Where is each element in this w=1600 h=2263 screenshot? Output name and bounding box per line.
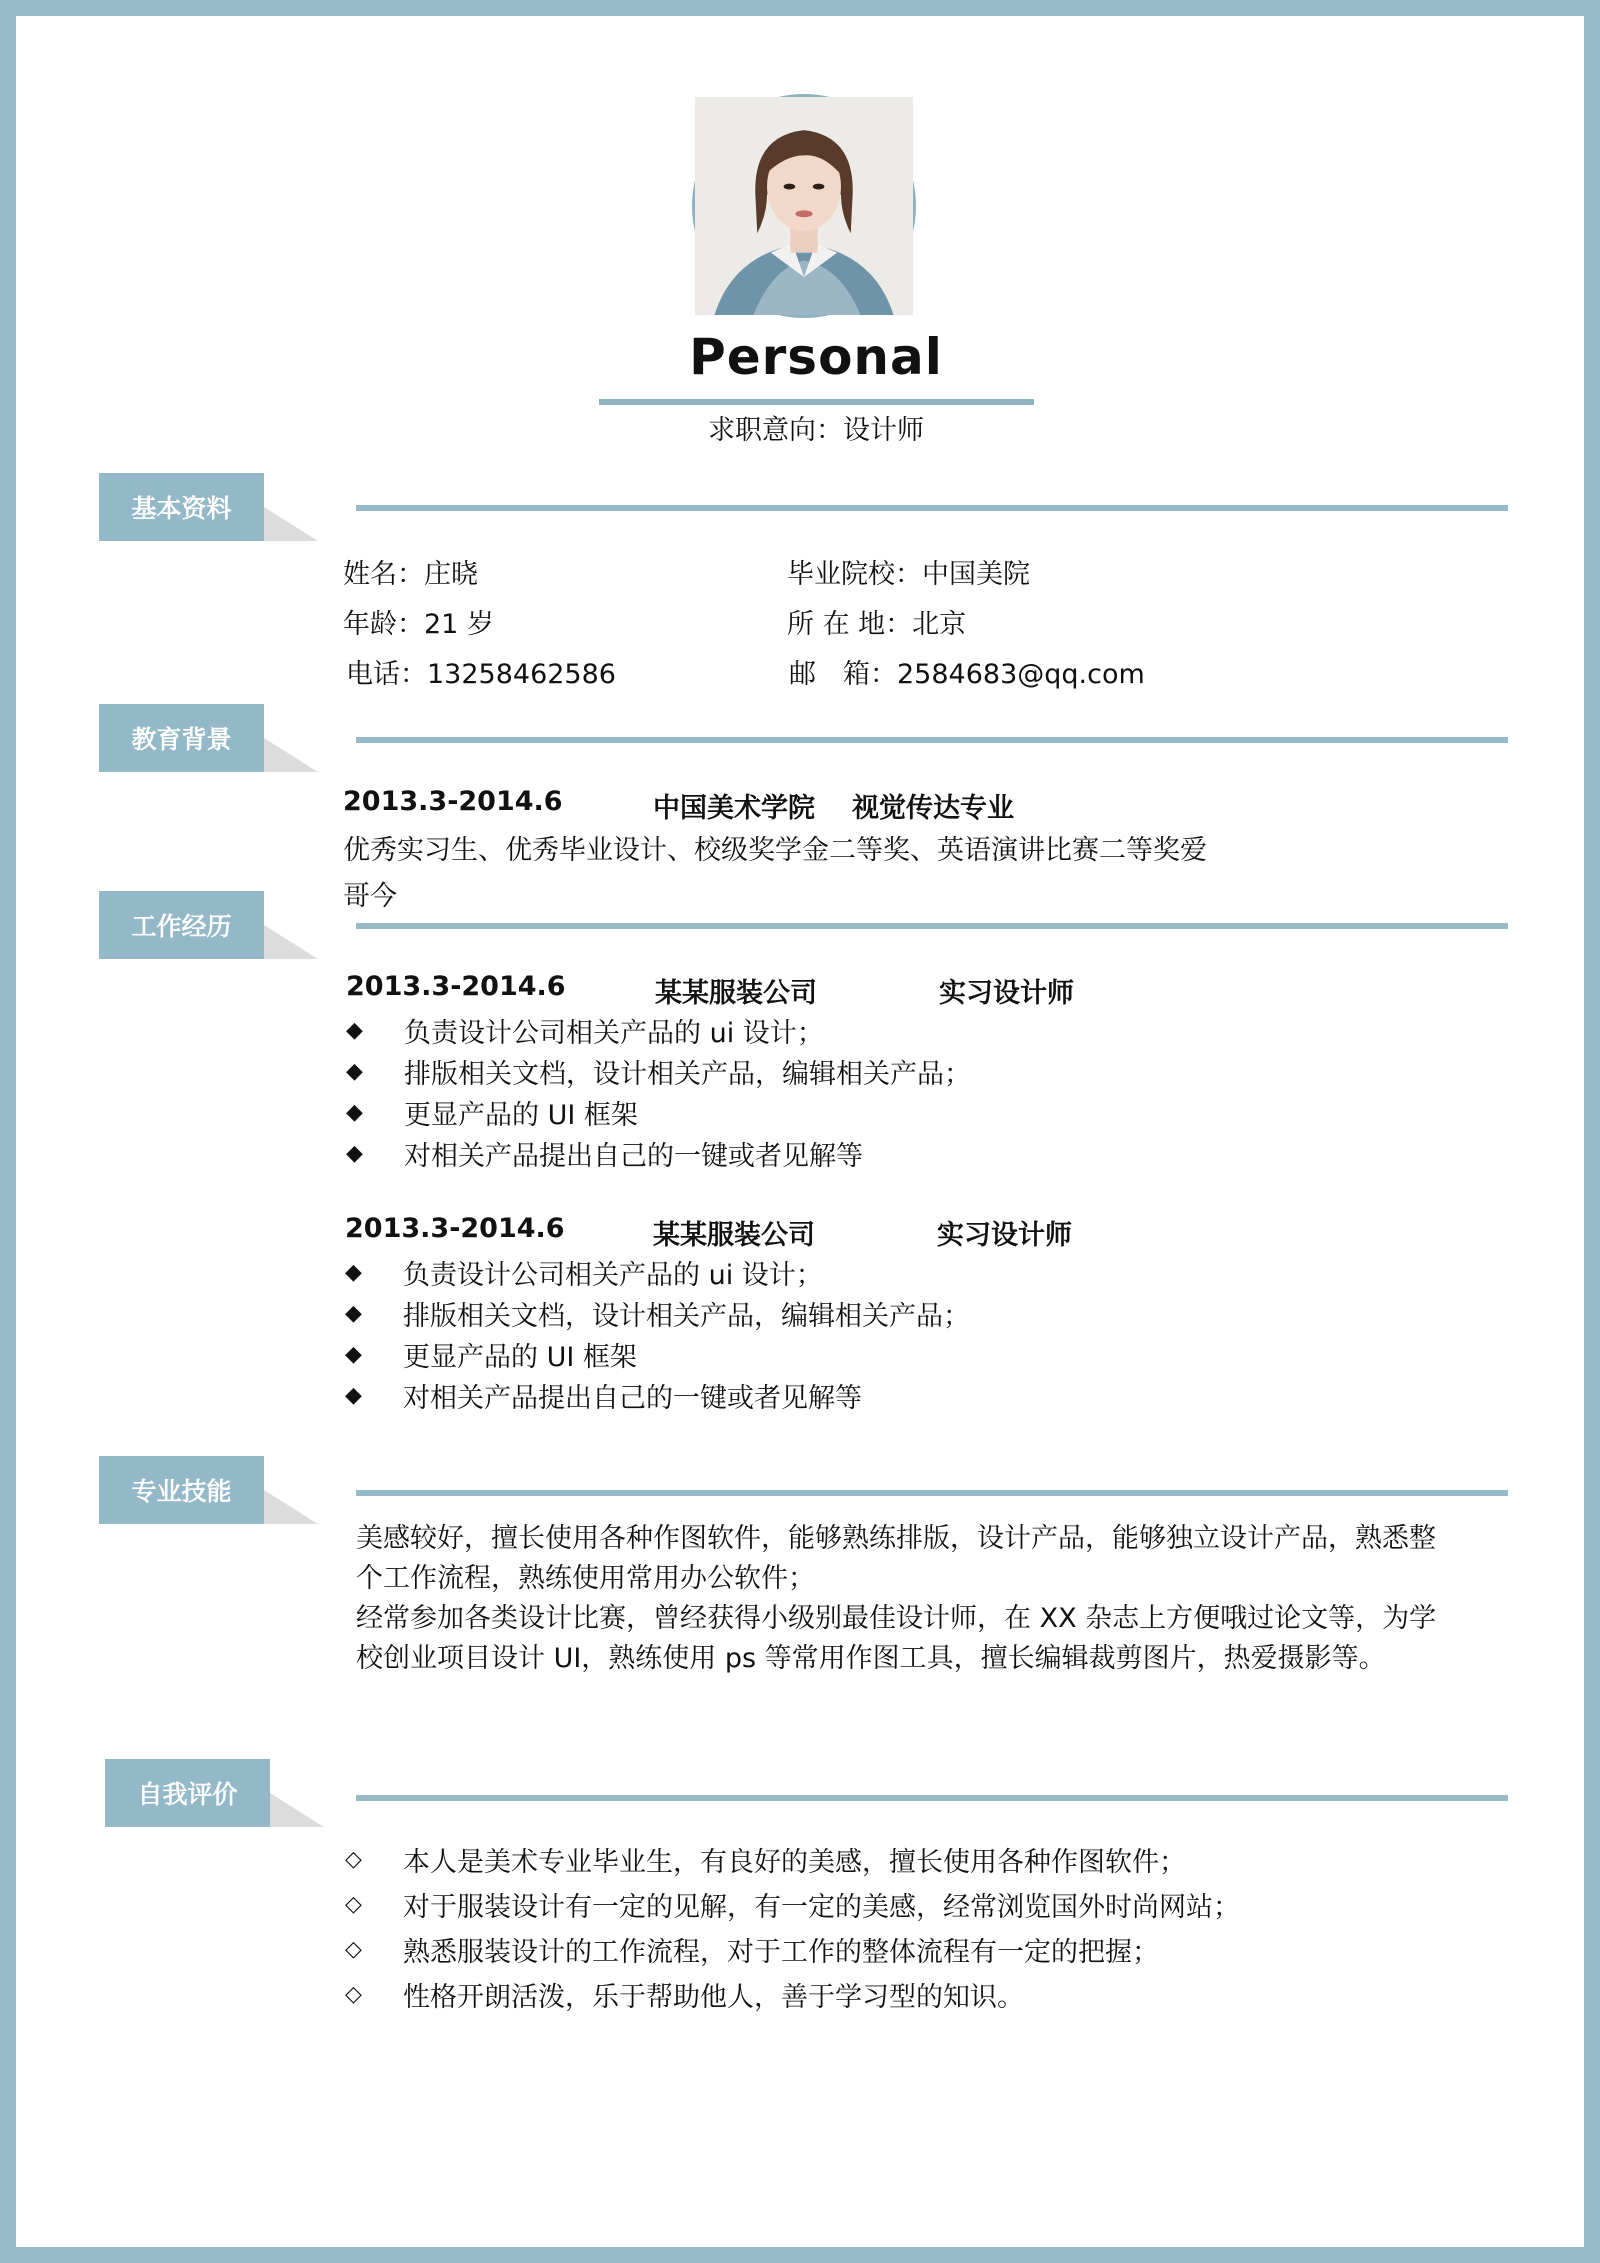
job-period: 2013.3-2014.6: [346, 971, 566, 1002]
info-email: 邮 箱：2584683@qq.com: [789, 659, 1145, 690]
list-item: ◇ 熟悉服装设计的工作流程，对于工作的整体流程有一定的把握；: [345, 1937, 1159, 1968]
job-company: 某某服装公司: [655, 978, 817, 1009]
section-tag-fold: [264, 925, 318, 959]
info-school: 毕业院校：中国美院: [787, 559, 1030, 590]
filled-diamond-icon: ◆: [345, 1342, 362, 1367]
filled-diamond-icon: ◆: [346, 1100, 363, 1125]
list-item: ◆ 排版相关文档，设计相关产品，编辑相关产品；: [345, 1301, 970, 1332]
hollow-diamond-icon: ◇: [345, 1847, 362, 1872]
list-item: ◇ 性格开朗活泼，乐于帮助他人，善于学习型的知识。: [345, 1982, 1024, 2013]
job-role: 实习设计师: [939, 978, 1074, 1009]
section-tag-fold: [264, 507, 318, 541]
job-duties: [346, 1010, 971, 1174]
section-tag-education: 教育背景: [99, 704, 264, 772]
section-divider: [356, 737, 1508, 743]
hollow-diamond-icon: ◇: [345, 1982, 362, 2007]
job-company: 某某服装公司: [653, 1220, 815, 1251]
candidate-name: Personal: [689, 328, 943, 386]
edu-awards-overflow-clip: [343, 874, 463, 912]
list-item: ◇ 本人是美术专业毕业生，有良好的美感，擅长使用各种作图软件；: [345, 1847, 1186, 1878]
section-tag-fold: [270, 1793, 324, 1827]
info-age: 年龄：21 岁: [343, 609, 494, 640]
section-divider: [356, 1795, 1508, 1801]
section-tag-work: 工作经历: [99, 891, 264, 959]
filled-diamond-icon: ◆: [345, 1260, 362, 1285]
list-item: ◆ 更显产品的 UI 框架: [346, 1100, 638, 1131]
list-item: ◆ 排版相关文档，设计相关产品，编辑相关产品；: [346, 1059, 971, 1090]
info-phone: 电话：13258462586: [346, 659, 616, 690]
section-tag-skills: 专业技能: [99, 1456, 264, 1524]
list-item: ◇ 对于服装设计有一定的见解，有一定的美感，经常浏览国外时尚网站；: [345, 1892, 1240, 1923]
job-intent: 求职意向：设计师: [708, 415, 924, 446]
edu-period: 2013.3-2014.6: [343, 786, 563, 817]
profile-photo-image: [695, 97, 913, 315]
list-item: ◆ 更显产品的 UI 框架: [345, 1342, 637, 1373]
filled-diamond-icon: ◆: [346, 1018, 363, 1043]
self-eval-list: [345, 1837, 1240, 2017]
section-divider: [356, 1490, 1508, 1496]
job-period: 2013.3-2014.6: [345, 1213, 565, 1244]
edu-awards: 优秀实习生、优秀毕业设计、校级奖学金二等奖、英语演讲比赛二等奖爱: [343, 835, 1207, 866]
section-divider: [356, 923, 1508, 929]
info-name: 姓名：庄晓: [343, 559, 478, 590]
info-location: 所 在 地：北京: [787, 609, 967, 640]
skills-line: 个工作流程，熟练使用常用办公软件；: [356, 1563, 815, 1594]
skills-line: 经常参加各类设计比赛，曾经获得小级别最佳设计师，在 XX 杂志上方便哦过论文等，为学: [356, 1603, 1437, 1634]
job-role: 实习设计师: [937, 1220, 1072, 1251]
section-tag-basic: 基本资料: [99, 473, 264, 541]
name-underline: [599, 399, 1034, 405]
filled-diamond-icon: ◆: [346, 1059, 363, 1084]
filled-diamond-icon: ◆: [345, 1383, 362, 1408]
list-item: ◆ 对相关产品提出自己的一键或者见解等: [346, 1141, 863, 1172]
skills-paragraph: [356, 1519, 1506, 1679]
section-divider: [356, 505, 1508, 511]
edu-school: 中国美术学院: [653, 793, 815, 824]
list-item: ◆ 对相关产品提出自己的一键或者见解等: [345, 1383, 862, 1414]
list-item: ◆ 负责设计公司相关产品的 ui 设计；: [346, 1018, 824, 1049]
skills-line: 美感较好，擅长使用各种作图软件，能够熟练排版，设计产品，能够独立设计产品，熟悉整: [356, 1523, 1436, 1554]
section-tag-fold: [264, 1490, 318, 1524]
section-tag-fold: [264, 738, 318, 772]
profile-photo: [692, 94, 916, 318]
list-item: ◆ 负责设计公司相关产品的 ui 设计；: [345, 1260, 823, 1291]
hollow-diamond-icon: ◇: [345, 1892, 362, 1917]
filled-diamond-icon: ◆: [346, 1141, 363, 1166]
job-duties: [345, 1252, 970, 1416]
section-tag-self: 自我评价: [105, 1759, 270, 1827]
edu-awards-overflow: 哥今: [343, 881, 397, 912]
hollow-diamond-icon: ◇: [345, 1937, 362, 1962]
filled-diamond-icon: ◆: [345, 1301, 362, 1326]
skills-line: 校创业项目设计 UI，熟练使用 ps 等常用作图工具，擅长编辑裁剪图片，热爱摄影等。: [356, 1643, 1386, 1674]
edu-major: 视觉传达专业: [852, 793, 1014, 824]
